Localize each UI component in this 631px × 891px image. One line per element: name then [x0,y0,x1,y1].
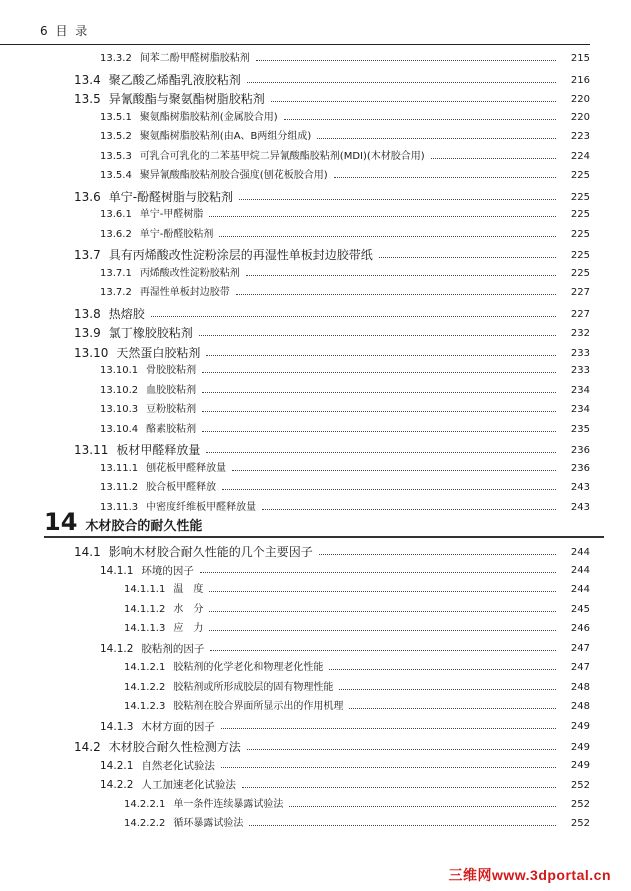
chapter-14-heading [44,510,202,534]
header-page-number: 6 [40,24,50,38]
toc-entry-page: 220 [570,111,590,123]
chapter-rule [44,536,604,538]
toc-entry-page: 244 [570,565,590,576]
toc-entry [124,605,590,615]
toc-entry-number: 13.11.3 [100,501,139,513]
toc-entry [100,210,590,220]
toc-entry-page: 244 [570,547,590,558]
toc-entry-number: 13.5.4 [100,170,132,181]
toc-entry-title: 胶粘剂在胶合界面所显示出的作用机理 [173,701,344,712]
toc-entry-number: 13.5.1 [100,111,132,123]
toc-entry-title: 氯丁橡胶胶粘剂 [108,326,193,340]
toc-entry-page: 243 [570,482,590,493]
toc-leader-dots [210,649,556,651]
toc-leader-dots [242,786,556,788]
toc-entry [100,566,590,577]
toc-entry-page: 233 [570,365,590,376]
toc-entry [74,741,590,753]
toc-leader-dots [236,293,556,295]
toc-entry-page: 227 [570,287,590,298]
toc-entry-page: 225 [570,267,590,279]
toc-leader-dots [339,688,556,690]
toc-leader-dots [222,488,556,490]
toc-entry-title: 具有丙烯酸改性淀粉涂层的再湿性单板封边胶带纸 [108,248,373,262]
toc-entry-number: 13.10.2 [100,384,139,396]
toc-leader-dots [209,215,556,217]
toc-entry [100,644,590,655]
toc-entry-number: 14.2 [74,740,101,754]
toc-entry-title: 胶粘剂或所形成胶层的固有物理性能 [173,681,334,693]
toc-entry-title: 中密度纤维板甲醛释放量 [146,501,257,513]
toc-entry [100,230,590,240]
toc-leader-dots [209,610,556,612]
toc-entry [124,702,590,712]
toc-entry-title: 人工加速老化试验法 [141,779,236,791]
toc-leader-dots [319,553,556,555]
toc-entry-number: 14.2.2 [100,779,134,791]
toc-entry-title: 豆粉胶粘剂 [146,404,197,415]
toc-entry [100,386,590,396]
toc-entry-title: 影响木材胶合耐久性能的几个主要因子 [108,545,313,559]
toc-entry [100,464,590,474]
watermark-logo: 三维网www.3dportal.cn [448,867,611,883]
toc-entry-number: 13.4 [74,72,101,87]
toc-entry-page: 243 [570,501,590,513]
page-header [40,22,89,39]
toc-entry [100,269,590,279]
toc-entry [124,800,590,810]
toc-leader-dots [256,59,556,61]
toc-entry [124,683,590,693]
toc-entry-page: 223 [570,131,590,142]
toc-entry-number: 13.7.2 [100,287,132,298]
toc-entry-title: 热熔胶 [108,306,145,321]
toc-entry-number: 14.1.2.1 [124,662,166,673]
toc-entry-title: 可乳合可乳化的二苯基甲烷二异氰酸酯胶粘剂(MDI)(木材胶合用) [139,150,425,162]
header-label: 目 录 [55,24,90,38]
toc-entry-page: 225 [570,170,590,181]
toc-leader-dots [329,668,556,670]
toc-entry [124,663,590,673]
toc-entry [100,366,590,376]
toc-entry-page: 225 [570,250,590,261]
toc-entry-number: 14.1.1.3 [124,623,166,634]
toc-entry-number: 13.5.3 [100,150,132,162]
toc-entry [124,585,590,595]
toc-entry-title: 单宁-酚醛树脂与胶粘剂 [108,189,234,204]
toc-entry-page: 249 [570,721,590,732]
toc-entry-title: 间苯二酚甲醛树脂胶粘剂 [139,53,250,64]
toc-leader-dots [247,81,556,83]
toc-entry-number: 13.9 [74,326,101,340]
toc-entry-title: 循环暴露试验法 [173,818,244,829]
toc-leader-dots [219,235,556,237]
toc-entry [74,308,590,320]
toc-entry [100,780,590,791]
toc-leader-dots [206,451,556,453]
toc-leader-dots [221,766,556,768]
toc-entry [100,405,590,415]
toc-entry-page: 233 [570,347,590,359]
toc-entry-page: 247 [570,643,590,654]
toc-leader-dots [200,571,556,573]
toc-entry [74,74,590,86]
toc-leader-dots [431,157,556,159]
toc-entry [124,819,590,829]
toc-leader-dots [317,137,556,139]
toc-entry-page: 216 [570,74,590,86]
toc-entry-title: 胶粘剂的化学老化和物理老化性能 [173,662,324,673]
toc-entry-title: 刨花板甲醛释放量 [146,462,227,474]
toc-leader-dots [221,727,556,729]
toc-entry [74,347,590,359]
toc-entry-title: 木材胶合耐久性检测方法 [108,740,241,754]
toc-entry [100,425,590,435]
toc-entry-page: 215 [570,53,590,64]
toc-entry-page: 232 [570,328,590,339]
toc-entry-page: 225 [570,209,590,220]
toc-entry [100,152,590,162]
toc-entry [100,54,590,64]
toc-leader-dots [199,334,556,336]
toc-entry-title: 聚异氰酸酯胶粘剂胶合强度(刨花板胶合用) [139,170,328,181]
toc-leader-dots [271,100,556,102]
toc-entry-title: 天然蛋白胶粘剂 [116,345,201,360]
toc-entry-title: 单宁-酚醛胶粘剂 [139,228,214,240]
toc-entry-number: 14.1.1.2 [124,603,166,615]
toc-entry-page: 235 [570,423,590,435]
toc-entry-page: 245 [570,603,590,615]
toc-leader-dots [289,805,556,807]
toc-entry-number: 14.1.2 [100,642,134,655]
toc-entry-number: 13.11.2 [100,482,139,493]
toc-entry-title: 环境的因子 [141,564,194,577]
toc-entry-title: 骨胶胶粘剂 [146,365,197,376]
toc-entry-number: 14.2.2.1 [124,798,166,810]
toc-entry-page: 248 [570,681,590,693]
toc-entry-title: 温 度 [173,584,204,595]
toc-entry [74,191,590,203]
chapter-number: 14 [44,508,78,536]
toc-leader-dots [209,629,556,631]
toc-entry-title: 异氰酸酯与聚氨酯树脂胶粘剂 [108,92,265,106]
toc-entry-page: 244 [570,584,590,595]
toc-entry-number: 13.7.1 [100,267,132,279]
toc-entry [124,624,590,634]
toc-entry-number: 14.1.2.2 [124,681,166,693]
toc-entry-title: 丙烯酸改性淀粉胶粘剂 [139,267,240,279]
toc-entry-page: 252 [570,818,590,829]
toc-entry-page: 236 [570,445,590,456]
toc-entry-number: 14.1.1.1 [124,584,166,595]
toc-leader-dots [246,274,556,276]
toc-entry-page: 234 [570,404,590,415]
toc-leader-dots [232,469,556,471]
toc-entry-number: 14.2.2.2 [124,818,166,829]
toc-leader-dots [202,430,556,432]
toc-leader-dots [334,176,556,178]
toc-entry [100,483,590,493]
toc-entry [74,546,590,558]
toc-leader-dots [209,590,556,592]
toc-entry-page: 224 [570,150,590,162]
toc-entry-page: 236 [570,462,590,474]
toc-entry-title: 单一条件连续暴露试验法 [173,798,284,810]
toc-leader-dots [239,198,556,200]
chapter-title: 木材胶合的耐久性能 [85,519,203,534]
toc-entry-title: 木材方面的因子 [141,720,215,733]
toc-entry-page: 225 [570,228,590,240]
toc-entry-title: 聚氨酯树脂胶粘剂(金属胶合用) [139,111,278,123]
toc-entry-number: 14.1 [74,545,101,559]
toc-entry-number: 13.10.3 [100,404,139,415]
toc-entry-number: 13.6.1 [100,209,132,220]
toc-leader-dots [206,354,556,356]
toc-entry-number: 13.11 [74,443,109,457]
toc-entry-number: 13.5 [74,92,101,106]
toc-entry-number: 13.6.2 [100,228,132,240]
toc-entry [74,93,590,105]
toc-entry-number: 13.6 [74,189,101,204]
toc-leader-dots [202,371,556,373]
toc-entry-number: 14.1.1 [100,564,134,577]
toc-entry-title: 单宁-甲醛树脂 [139,209,204,220]
toc-entry-number: 14.1.2.3 [124,701,166,712]
toc-entry-number: 13.7 [74,248,101,262]
toc-entry-title: 胶合板甲醛释放 [146,482,217,493]
toc-entry-number: 13.3.2 [100,53,132,64]
header-rule [0,44,590,45]
toc-entry [100,722,590,733]
toc-leader-dots [379,256,556,258]
toc-entry-number: 13.11.1 [100,462,139,474]
toc-leader-dots [202,391,556,393]
toc-leader-dots [262,508,556,510]
toc-entry-number: 13.10.4 [100,423,139,435]
toc-entry [100,132,590,142]
toc-entry [74,327,590,339]
toc-entry-page: 220 [570,94,590,105]
toc-entry-page: 249 [570,760,590,771]
toc-entry [100,113,590,123]
toc-entry-page: 248 [570,701,590,712]
toc-entry-number: 13.10.1 [100,365,139,376]
toc-entry-page: 234 [570,384,590,396]
toc-entry-title: 酪素胶粘剂 [146,423,197,435]
toc-entry-title: 胶粘剂的因子 [141,642,205,655]
toc-entry [100,761,590,772]
toc-entry-page: 252 [570,779,590,791]
toc-leader-dots [247,748,556,750]
toc-entry-page: 225 [570,191,590,203]
toc-entry-title: 再湿性单板封边胶带 [139,287,230,298]
toc-entry [74,444,590,456]
toc-entry-page: 246 [570,623,590,634]
toc-entry [100,288,590,298]
toc-entry [74,249,590,261]
toc-entry-number: 13.5.2 [100,131,132,142]
toc-entry-page: 227 [570,308,590,320]
toc-entry-title: 聚乙酸乙烯酯乳液胶粘剂 [108,72,241,87]
toc-leader-dots [249,824,556,826]
toc-entry-number: 14.2.1 [100,759,134,772]
toc-leader-dots [284,118,556,120]
toc-entry-number: 13.10 [74,345,109,360]
toc-entry-number: 13.8 [74,306,101,321]
toc-entry-title: 自然老化试验法 [141,759,215,772]
toc-leader-dots [151,315,556,317]
toc-entry-title: 聚氨酯树脂胶粘剂(由A、B两组分组成) [139,131,312,142]
toc-entry-title: 血胶胶粘剂 [146,384,197,396]
toc-entry-page: 247 [570,662,590,673]
toc-entry-title: 应 力 [173,623,204,634]
toc-entry-page: 249 [570,742,590,753]
toc-entry [100,171,590,181]
toc-entry-number: 14.1.3 [100,720,134,733]
toc-leader-dots [202,410,556,412]
toc-entry-page: 252 [570,798,590,810]
toc-leader-dots [349,707,556,709]
toc-entry-title: 板材甲醛释放量 [116,443,201,457]
toc-entry-title: 水 分 [173,603,204,615]
